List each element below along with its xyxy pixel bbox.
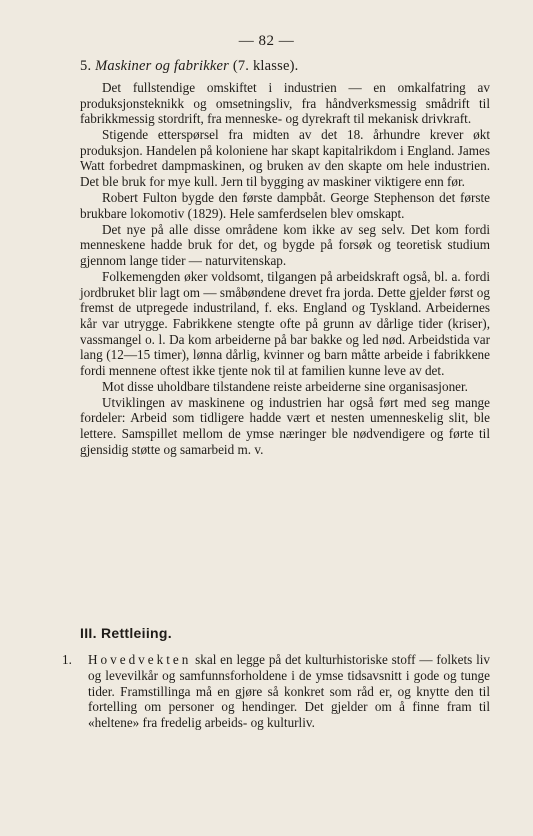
part-heading: III. Rettleiing. [80, 625, 172, 641]
paragraph: Det fullstendige omskiftet i industrien — en omkalfatring av produksjonsteknikk og omsetningsliv, fra håndverksmessig smådrift til fabrikkmessig stordrift, fra menneske- og dyrekraft til mekanisk drivkraft. [80, 80, 490, 127]
guidance-list [62, 652, 490, 731]
section-grade: (7. klasse). [232, 58, 299, 74]
section-title: Maskiner og fabrikker [95, 58, 229, 74]
list-item-body: skal en legge på det kulturhistoriske stoff — folkets liv og levevilkår og samfunnsforholdene i de ymse tidsavsnitt i gode og tunge tider. Framstillinga må en gjøre så konkret som råd er, og knytte den til fortelling om personer og hendinger. Det gjelder om å finne fram til «heltene» fra fredelig arbeids- og kulturliv. [88, 652, 490, 731]
list-item-number: 1. [62, 652, 72, 667]
paragraph: Stigende etterspørsel fra midten av det 18. århundre krever økt produksjon. Handelen på koloniene har skapt kapitalrikdom i England. James Watt forbedret dampmaskinen, og bruken av den skapte om hele industrien. Det ble bruk for mye kull. Jern til bygging av maskiner viktigere enn før. [80, 127, 490, 190]
paragraph: Folkemengden øker voldsomt, tilgangen på arbeidskraft også, bl. a. fordi jordbruket blir lagt om — småbøndene drevet fra jorda. Dette gjelder først og fremst de utpregede industriland, f. eks. England og Tyskland. Arbeidernes kår var utrygge. Fabrikkene stengte ofte på grunn av dårlige tider (kriser), vassmangel o. l. Da kom arbeiderne på bar bakke og led nød. Arbeidstida var lang (12—15 timer), lønna dårlig, kvinner og barn måtte arbeide i fabrikkene fordi mennene oftest ikke tjente nok til at familien kunne leve av det. [80, 269, 490, 378]
paragraph: Mot disse uholdbare tilstandene reiste arbeiderne sine organisasjoner. [102, 378, 468, 394]
paragraph: Det nye på alle disse områdene kom ikke av seg selv. Det kom fordi menneskene hadde bruk for det, og bygde på forsøk og teoretisk studium gjennom lange tider — naturvitenskap. [80, 221, 490, 269]
paragraph: Utviklingen av maskinene og industrien har også ført med seg mange fordeler: Arbeid som tidligere hadde vært et nesten umenneskelig slit, ble lettere. Samspillet mellom de ymse næringer ble nødvendigere og førte til gjensidig støtte og samarbeid m. v. [80, 394, 490, 457]
section-heading [80, 58, 298, 75]
body-text [80, 80, 490, 457]
paragraph: Robert Fulton bygde den første dampbåt. George Stephenson det første brukbare lokomotiv (1829). Hele samferdselen blev omskapt. [80, 190, 490, 221]
page-number: — 82 — [238, 33, 295, 49]
list-item-lead: Hovedvekten [88, 652, 192, 667]
section-number: 5. [80, 58, 92, 74]
list-item [62, 652, 490, 731]
list-item-text [88, 652, 490, 731]
